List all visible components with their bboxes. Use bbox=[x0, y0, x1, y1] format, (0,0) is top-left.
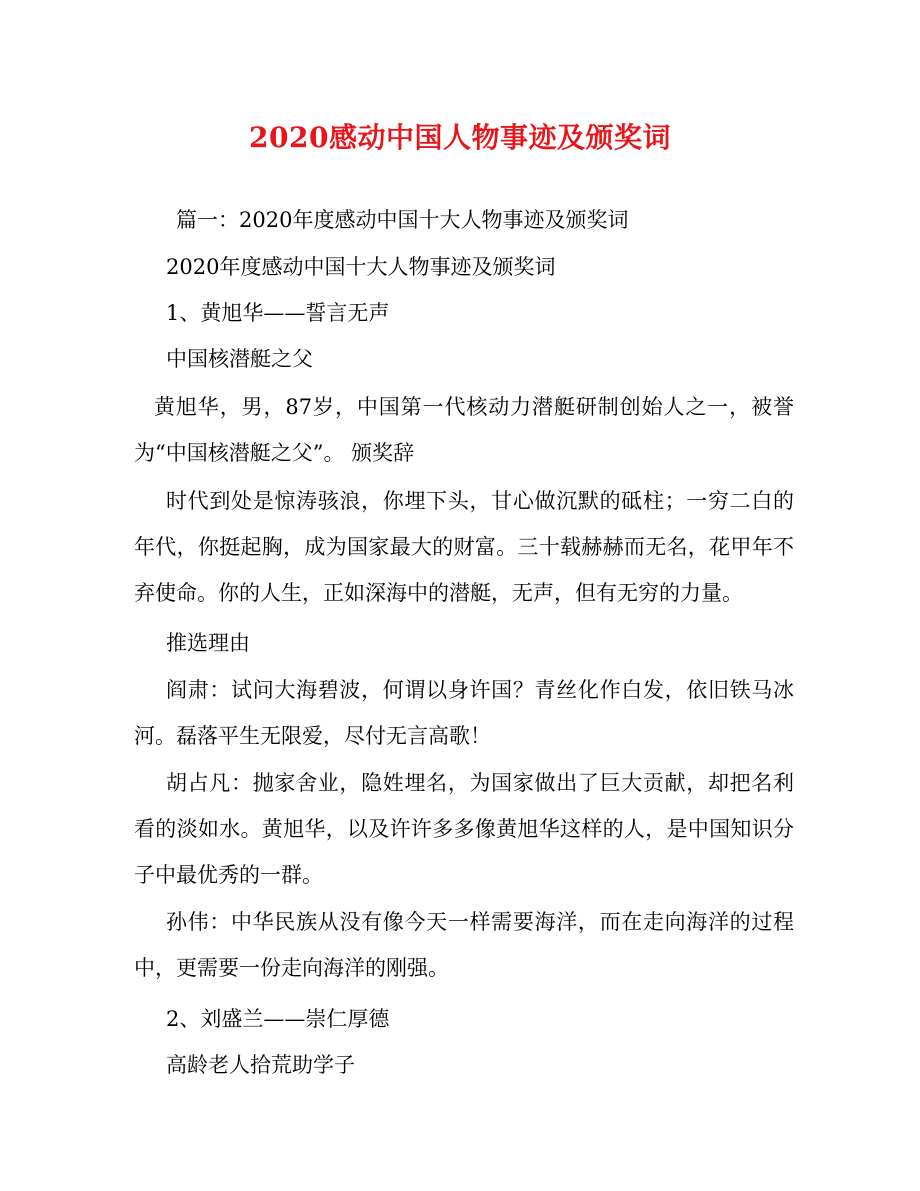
subtitle: 2020年度感动中国十大人物事迹及颁奖词 bbox=[166, 255, 556, 279]
section-heading: 篇一：2020年度感动中国十大人物事迹及颁奖词 bbox=[176, 208, 629, 232]
item1-recommend-label: 推选理由 bbox=[166, 631, 250, 655]
item1-reason-yan-paragraph: 阎肃：试问大海碧波，何谓以身许国？青丝化作白发，依旧铁马冰河。磊落平生无限爱，尽付无言高歌！ bbox=[134, 678, 794, 748]
item1-award-paragraph: 时代到处是惊涛骇浪，你埋下头，甘心做沉默的砥柱；一穷二白的年代，你挺起胸，成为国家最大的财富。三十载赫赫而无名，花甲年不弃使命。你的人生，正如深海中的潜艇，无声，但有无穷的力量。 bbox=[134, 489, 794, 605]
document-title: 2020感动中国人物事迹及颁奖词 bbox=[249, 121, 671, 154]
item2-heading: 2、刘盛兰——崇仁厚德 bbox=[166, 1007, 390, 1031]
item1-reason-sun-paragraph: 孙伟：中华民族从没有像今天一样需要海洋，而在走向海洋的过程中，更需要一份走向海洋的刚强。 bbox=[134, 910, 794, 980]
item2-tagline: 高龄老人拾荒助学子 bbox=[166, 1053, 355, 1077]
item1-bio-paragraph: 黄旭华，男，87岁，中国第一代核动力潜艇研制创始人之一，被誉为“中国核潜艇之父”。 颁奖辞 bbox=[134, 395, 794, 465]
item1-reason-hu-paragraph: 胡占凡：抛家舍业，隐姓埋名，为国家做出了巨大贡献，却把名利看的淡如水。黄旭华，以及许许多多像黄旭华这样的人，是中国知识分子中最优秀的一群。 bbox=[134, 771, 794, 887]
item1-tagline: 中国核潜艇之父 bbox=[166, 347, 313, 371]
item1-heading: 1、黄旭华——誓言无声 bbox=[166, 301, 390, 325]
